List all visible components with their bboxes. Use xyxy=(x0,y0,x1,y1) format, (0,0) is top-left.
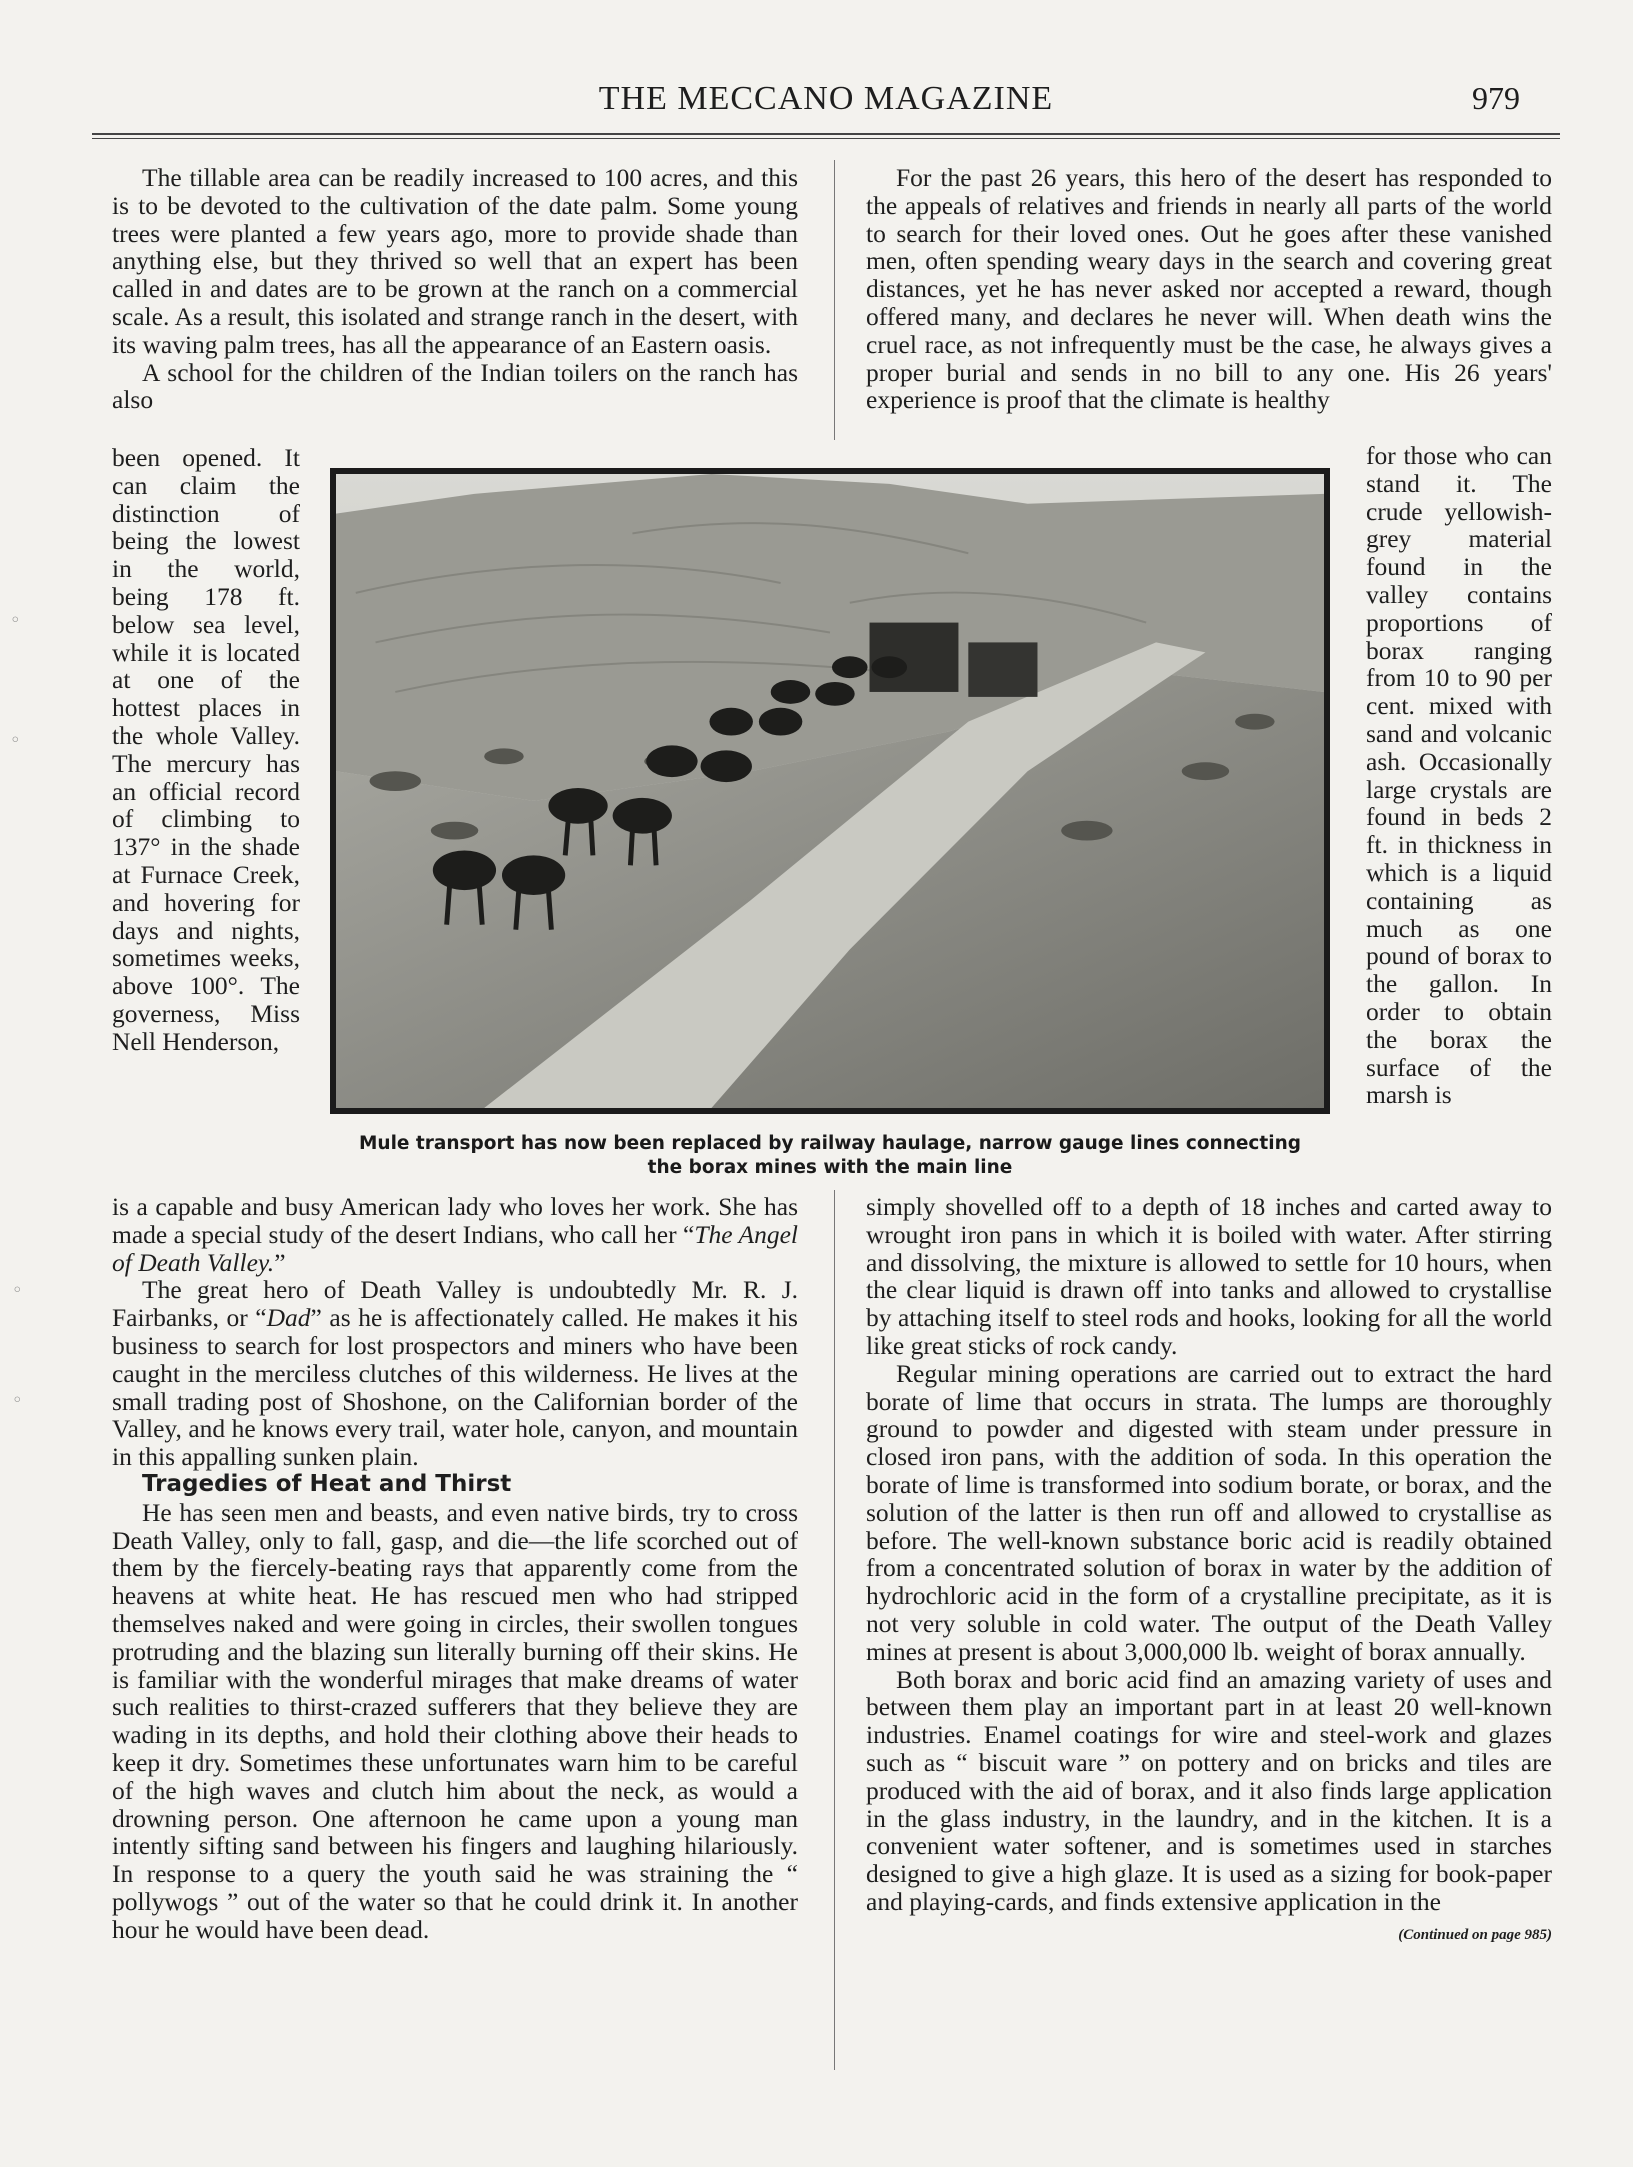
header-rule-thin xyxy=(92,138,1560,139)
right-column-bottom xyxy=(866,1193,1552,1950)
left-wrap-text: been opened. It can claim the distinction of being the lowest in the world, being 178 ft. below sea level, while it is located at one of the hottest places in the whole Valley. The mercury has an official record of climbing to 137° in the shade at Furnace Creek, and hovering for days and nights, sometimes weeks, above 100°. The governess, Miss Nell Henderson, xyxy=(112,443,300,1056)
section-subheading: Tragedies of Heat and Thirst xyxy=(142,1470,512,1497)
scan-mark: ◦ xyxy=(12,1390,23,1411)
right-wrap-text: for those who can stand it. The crude yellowish-grey material found in the valley contains proportions of borax ranging from 10 to 90 per cent. mixed with sand and volcanic ash. Occasionally large crystals are found in beds 2 ft. in thickness in which is a liquid containing as much as one pound of borax to the gallon. In order to obtain the borax the surface of the marsh is xyxy=(1366,441,1552,1110)
paragraph: For the past 26 years, this hero of the desert has responded to the appeals of relatives and friends in nearly all parts of the world to search for their loved ones. Out he goes after these vanished men, often spending weary days in the search and covering great distances, yet he has never asked nor accepted a reward, though offered many, and declares he never will. When death wins the cruel race, as not infrequently must be the case, he always gives a proper burial and sends in no bill to any one. His 26 years' experience is proof that the climate is healthy xyxy=(866,163,1552,415)
left-column-bottom xyxy=(112,1193,798,1944)
scan-mark: ◦ xyxy=(10,610,21,631)
mule-team-photograph xyxy=(330,468,1330,1114)
text-run: is a capable and busy American lady who loves her work. She has made a special study of the desert Indians, who call her “ xyxy=(112,1192,798,1249)
paragraph xyxy=(112,1193,798,1276)
left-column-top xyxy=(112,164,798,414)
caption-line: Mule transport has now been replaced by railway haulage, narrow gauge lines connecting xyxy=(358,1133,1301,1154)
text-run: ” as he is affectionately called. He makes it his business to search for lost prospectors and miners who have been caught in the merciless clutches of this wilderness. He lives at the small trading post of Shoshone, on the Californian border of the Valley, and he knows every trail, water hole, canyon, and mountain in this appalling sunken plain. xyxy=(112,1303,798,1472)
scan-mark: ◦ xyxy=(10,730,21,751)
continued-notice: (Continued on page 985) xyxy=(1398,1926,1552,1943)
photo-illustration xyxy=(336,474,1324,1108)
column-divider-top xyxy=(834,160,835,440)
header-rule xyxy=(92,133,1560,135)
paragraph: A school for the children of the Indian toilers on the ranch has also xyxy=(112,357,798,415)
text-run: ” xyxy=(274,1247,286,1277)
italic-text: Dad xyxy=(266,1303,311,1333)
italic-text: The Angel of Death Valley. xyxy=(112,1219,798,1277)
paragraph: simply shovelled off to a depth of 18 inches and carted away to wrought iron pans in which it is boiled with water. After stirring and dissolving, the mixture is allowed to settle for 10 hours, when the clear liquid is drawn off into tanks and allowed to crystallise by attaching itself to steel rods and hooks, looking for all the world like great sticks of rock candy. xyxy=(866,1192,1552,1360)
page-number: 979 xyxy=(1472,80,1520,116)
page-header xyxy=(92,80,1560,130)
paragraph: The tillable area can be readily increased to 100 acres, and this is to be devoted to the cultivation of the date palm. Some young trees were planted a few years ago, more to provide shade than anything else, but they thrived so well that an expert has been called in and dates are to be grown at the ranch on a commercial scale. As a result, this isolated and strange ranch in the desert, with its waving palm trees, has all the appearance of an Eastern oasis. xyxy=(112,163,798,359)
paragraph: Regular mining operations are carried out to extract the hard borate of lime that occurs in strata. The lumps are thoroughly ground to powder and digested with steam under pressure in closed iron pans, with the addition of soda. In this operation the borate of lime is transformed into sodium borate, or borax, and the solution of the latter is then run off and allowed to crystallise as before. The well-known substance boric acid is readily obtained from a concentrated solution of borax in water by the addition of hydrochloric acid in the form of a crystalline precipitate, as it is not very soluble in cold water. The output of the Death Valley mines at present is about 3,000,000 lb. weight of borax annually. xyxy=(866,1358,1552,1666)
magazine-title: THE MECCANO MAGAZINE xyxy=(598,80,1054,117)
paragraph: He has seen men and beasts, and even native birds, try to cross Death Valley, only to fall, gasp, and die—the life scorched out of them by the fiercely-beating rays that apparently come from the heavens at white heat. He has rescued men who had stripped themselves naked and were going in circles, their swollen tongues protruding and the blazing sun literally burning off their skins. He is familiar with the wonderful mirages that make dreams of water such realities to thirst-crazed sufferers that they believe they are wading in its depths, and hold their clothing above their heads to keep it dry. Sometimes these unfortunates warn him to be careful of the high waves and clutch him about the neck, as would a drowning person. One afternoon he came upon a young man intently sifting sand between his fingers and laughing hilariously. In response to a query the youth said he was straining the “ pollywogs ” out of the water so that he could drink it. In another hour he would have been dead. xyxy=(112,1497,798,1944)
figure-caption xyxy=(330,1132,1330,1180)
paragraph xyxy=(112,1276,798,1471)
text-run: Both borax and boric acid find an amazing variety of uses and between them play an important part in at least 20 well-known industries. Enamel coatings for wire and steel-work and glazes such as “ biscuit ware ” on pottery and on bricks and tiles are produced with the aid of borax, and it also finds large application in the glass industry, in the laundry, and in the kitchen. It is a convenient water softener, and is sometimes used in starches designed to give a high glaze. It is used as a sizing for book-paper and playing-cards, and finds extensive application in the xyxy=(866,1664,1552,1916)
caption-line: the borax mines with the main line xyxy=(647,1157,1013,1178)
text-run: The great hero of Death Valley is undoubtedly Mr. R. J. Fairbanks, or “ xyxy=(112,1275,798,1333)
scan-mark: ◦ xyxy=(12,1280,23,1301)
column-divider-bottom xyxy=(834,1190,835,2070)
right-column-top xyxy=(866,164,1552,414)
paragraph xyxy=(866,1664,1552,1943)
